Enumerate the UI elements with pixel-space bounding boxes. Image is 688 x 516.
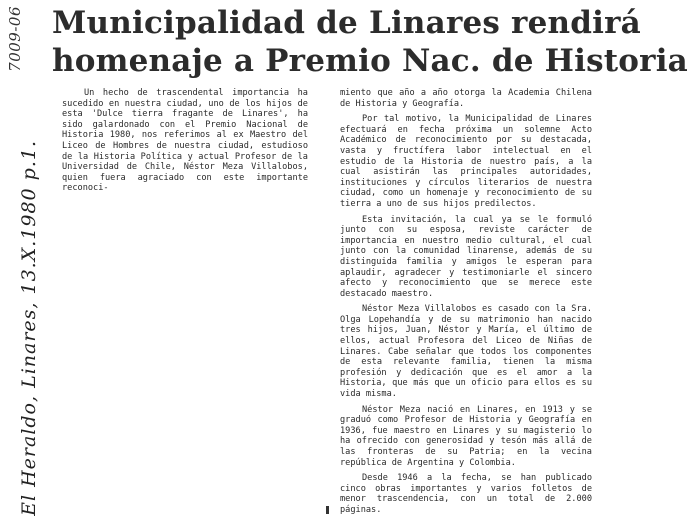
margin-annotation (4, 0, 44, 514)
headline-line-1: Municipalidad de Linares rendirá (52, 5, 641, 41)
paragraph: Por tal motivo, la Municipalidad de Linares efectuará en fecha próxima un solemne Acto Académico de reconocimiento por su destacada, vasta y fructífera labor intelectual en el estudio de la Historia de nuestro país, a la cual asistirán las principales autoridades, instituciones y círculos literarios de nuestra ciudad, como un homenaje y reconocimiento de su tierra a uno de sus hijos predilectos. (340, 114, 592, 209)
column-end-mark (326, 506, 329, 514)
paragraph: Esta invitación, la cual ya se le formuló junto con su esposa, reviste carácter de importancia en nuestro medio cultural, el cual junto con la comunidad linarense, además de su distinguida familia y amigos le esperan para aplaudir, agradecer y testimoniarle el sincero afecto y reconocimiento que se merece este destacado maestro. (340, 214, 592, 299)
paragraph: miento que año a año otorga la Academia Chilena de Historia y Geografía. (340, 88, 592, 109)
paragraph: Un hecho de trascendental importancia ha sucedido en nuestra ciudad, uno de los hijos de esta 'Dulce tierra fragante de Linares', ha sido galardonado con el Premio Nacional de Historia 1980, nos referimos al ex Maestro del Liceo de Hombres de nuestra ciudad, estudioso de la Historia Política y actual Profesor de la Universidad de Chile, Néstor Meza Villalobos, quien fuera agraciado con este importante reconoci- (62, 88, 308, 194)
article-column-1 (62, 88, 308, 194)
paragraph: Néstor Meza Villalobos es casado con la Sra. Olga Lopehandía y de su matrimonio han nacido tres hijos, Juan, Néstor y María, el último de ellos, actual Profesora del Liceo de Niñas de Linares. Cabe señalar que todos los componentes de esta relevante familia, tienen la misma profesión y dedicación que es el amor a la Historia, que más que un oficio para ellos es su vida misma. (340, 304, 592, 400)
headline (52, 4, 688, 80)
headline-line-2: homenaje a Premio Nac. de Historia (52, 43, 688, 79)
paragraph: Néstor Meza nació en Linares, en 1913 y se graduó como Profesor de Historia y Geografía en 1936, fue maestro en Linares y su magisterio lo ha ofrecido con generosidad y tesón más allá de las fronteras de su Patria; en la vecina república de Argentina y Colombia. (340, 404, 592, 468)
handwritten-source-note: El Heraldo, Linares, 13.X.1980 p.1. (18, 140, 40, 516)
article-column-2 (340, 88, 592, 516)
paragraph: Desde 1946 a la fecha, se han publicado cinco obras importantes y varios folletos de menor trascendencia, con un total de 2.000 páginas. (340, 473, 592, 515)
archive-code: 7009-06 (6, 6, 24, 72)
